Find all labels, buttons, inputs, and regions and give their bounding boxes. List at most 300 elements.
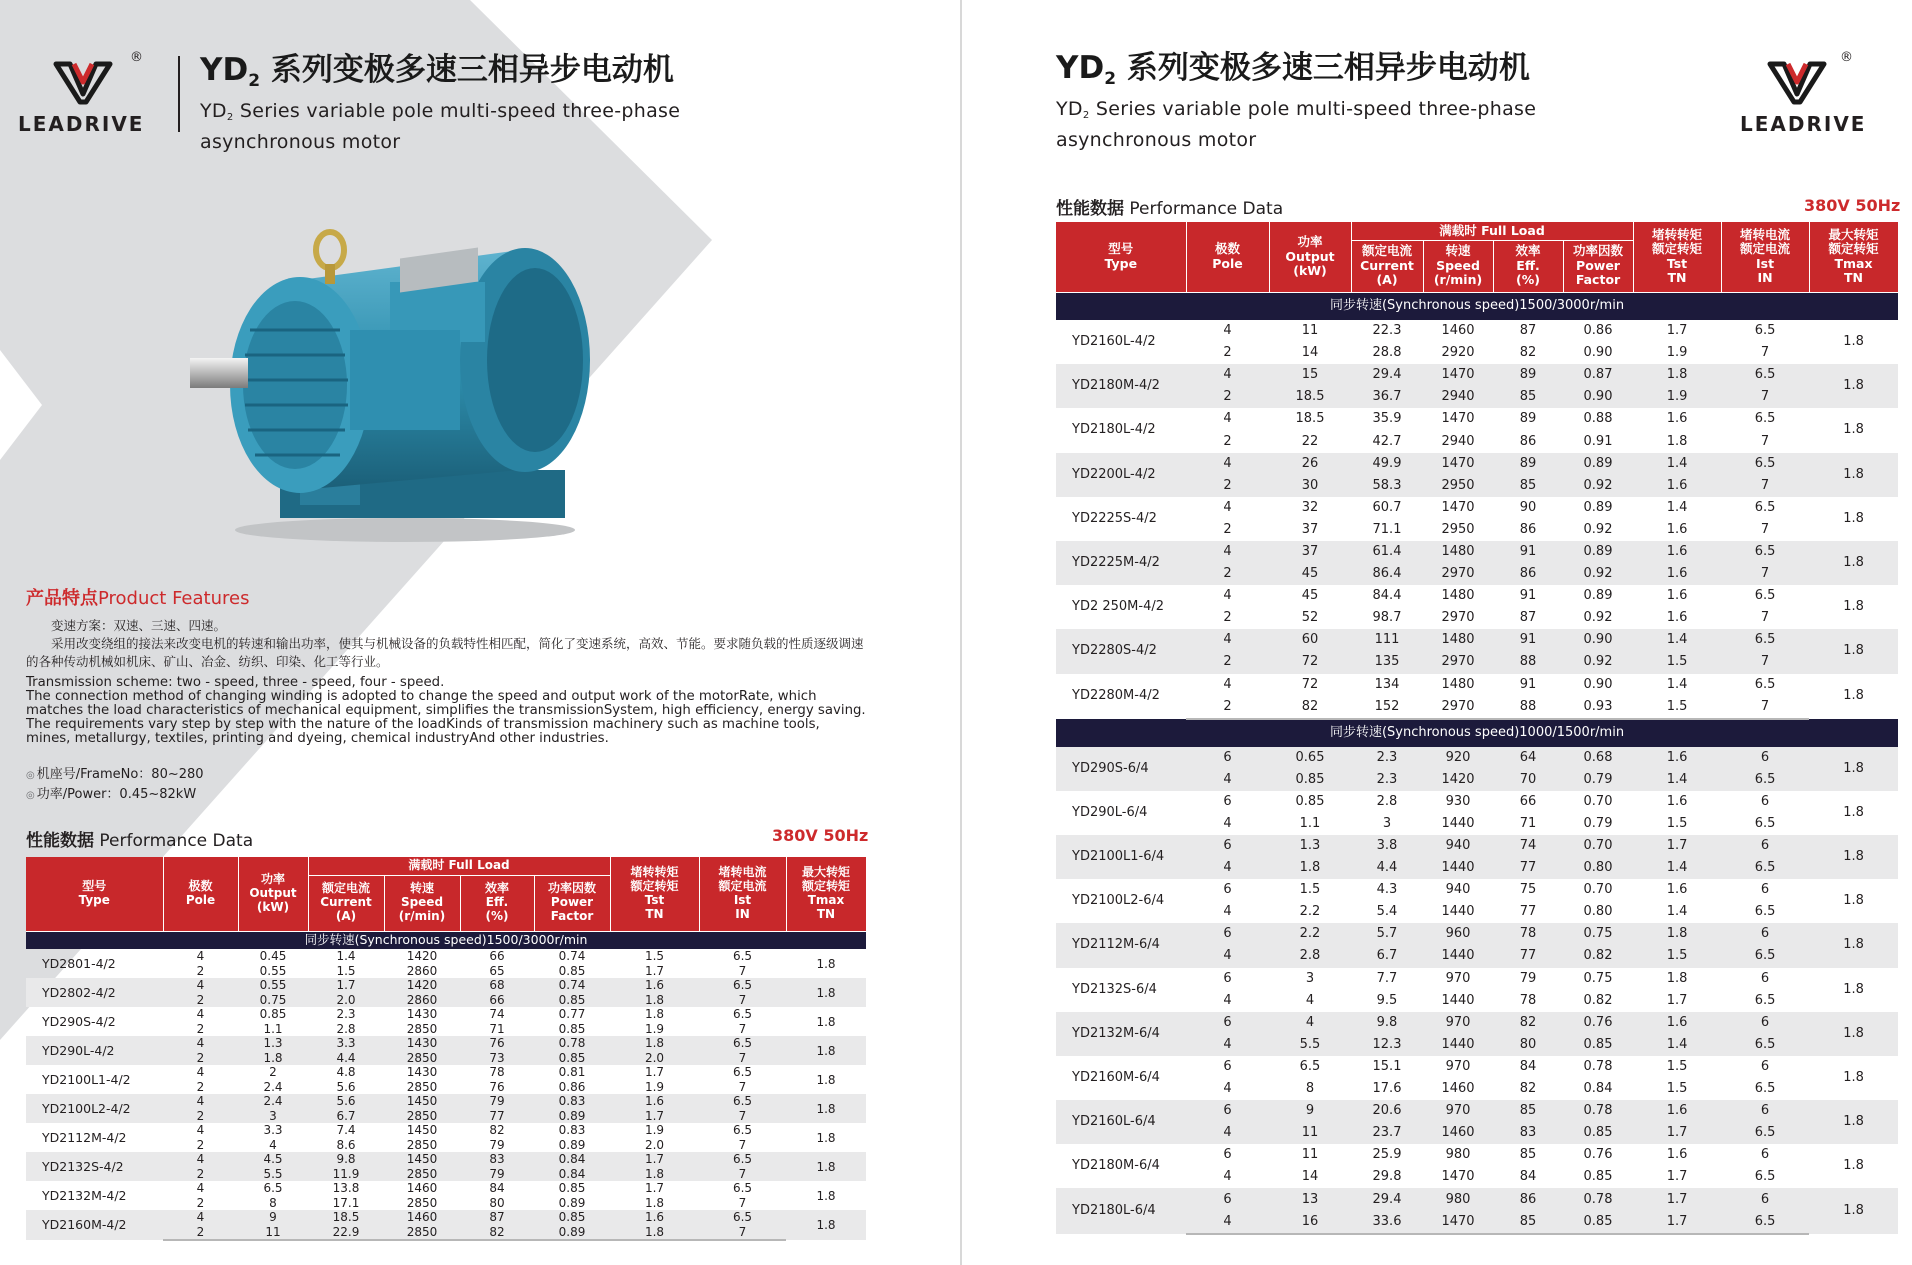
value-cell: 6.5 [1754, 1169, 1776, 1185]
value-cell: 86 [1519, 521, 1537, 537]
value-cell: 86 [1493, 563, 1563, 585]
value-cell: 4 [269, 1137, 277, 1152]
value-cell: 1.4 [1633, 769, 1721, 791]
value-cell: 6 [1721, 1100, 1809, 1122]
value-cell: 1.6 [610, 978, 699, 993]
value-cell: 77 [1493, 857, 1563, 879]
value-cell: 52 [1301, 610, 1319, 626]
value-cell: 9.8 [1351, 1012, 1423, 1034]
value-cell: 1.9 [644, 1079, 665, 1094]
r-header-tst: 堵转转矩 额定转矩 Tst TN [1633, 222, 1721, 292]
value-cell: 2850 [406, 1137, 438, 1152]
value-cell: 2950 [1441, 521, 1475, 537]
value-cell: 6 [1186, 1188, 1269, 1210]
value-cell: 1.5 [1666, 1058, 1688, 1074]
value-cell: 78 [1493, 923, 1563, 945]
value-cell: 1460 [1423, 1122, 1493, 1144]
value-cell: 80 [489, 1195, 505, 1210]
value-cell: 1.8 [610, 1225, 699, 1240]
value-cell: 7 [1760, 433, 1770, 449]
model-cell: YD2 250M-4/2 [1072, 599, 1164, 615]
model-cell: YD2160M-6/4 [1072, 1070, 1160, 1085]
value-cell: 6.5 [1754, 323, 1776, 339]
value-cell: 6.5 [1721, 769, 1809, 791]
value-cell: 91 [1519, 588, 1537, 604]
value-cell: 45 [1269, 563, 1351, 585]
header-current: 额定电流 Current (A) [308, 875, 384, 931]
value-cell: 0.85 [1563, 1034, 1633, 1056]
value-cell: 86 [1519, 433, 1537, 449]
value-cell: 6.5 [1754, 1081, 1776, 1097]
value-cell: 85 [1493, 1100, 1563, 1122]
value-cell: 17.1 [332, 1195, 360, 1210]
value-cell: 9 [1269, 1100, 1351, 1122]
title-en-line2: asynchronous motor [200, 131, 401, 153]
sync-speed-band [1056, 719, 1898, 747]
value-cell: 22.3 [1372, 323, 1402, 339]
model-cell: YD290S-6/4 [1056, 747, 1186, 791]
value-cell: 13 [1269, 1188, 1351, 1210]
value-cell: 0.89 [1563, 453, 1633, 475]
value-cell: 7 [699, 993, 786, 1008]
tmax-cell: 1.8 [1809, 1188, 1898, 1233]
left-frequency: 380V 50Hz [772, 826, 869, 845]
value-cell: 6.7 [308, 1109, 384, 1124]
value-cell: 0.85 [534, 1051, 610, 1066]
value-cell: 930 [1445, 793, 1471, 809]
table-row [1056, 1056, 1898, 1078]
value-cell: 0.93 [1563, 696, 1633, 719]
value-cell: 4 [196, 949, 205, 964]
value-cell: 6.5 [732, 1065, 753, 1080]
value-cell: 2850 [406, 1195, 438, 1210]
value-cell: 2940 [1423, 386, 1493, 408]
value-cell: 7.7 [1376, 970, 1398, 986]
tmax-cell: 1.8 [786, 1210, 866, 1240]
value-cell: 2860 [406, 963, 438, 978]
value-cell: 980 [1423, 1188, 1493, 1210]
model-cell: YD2180M-6/4 [1072, 1158, 1160, 1174]
value-cell: 6 [1721, 747, 1809, 769]
tmax-cell: 1.8 [1809, 364, 1898, 408]
value-cell: 20.6 [1351, 1100, 1423, 1122]
value-cell: 7 [699, 1109, 786, 1124]
value-cell: 4 [1223, 1081, 1232, 1097]
value-cell: 1.6 [610, 1210, 699, 1225]
value-cell: 6 [1721, 923, 1809, 945]
value-cell: 65 [489, 963, 505, 978]
logo-mark-icon [52, 56, 114, 106]
value-cell: 7 [1760, 521, 1770, 537]
value-cell: 1.8 [1633, 364, 1721, 386]
value-cell: 1.7 [610, 1109, 699, 1124]
value-cell: 4 [1305, 992, 1315, 1008]
value-cell: 1430 [406, 1007, 438, 1022]
value-cell: 970 [1423, 1100, 1493, 1122]
value-cell: 0.76 [1563, 1012, 1633, 1034]
value-cell: 6.5 [1721, 629, 1809, 651]
model-cell: YD2180L-6/4 [1056, 1188, 1186, 1233]
table-row [1056, 1012, 1898, 1034]
sync-speed-label: 同步转速(Synchronous speed)1500/3000r/min [1056, 292, 1898, 320]
value-cell: 2 [163, 1225, 238, 1240]
value-cell: 1.8 [1633, 923, 1721, 945]
value-cell: 1.4 [1633, 1034, 1721, 1056]
value-cell: 58.3 [1351, 475, 1423, 497]
value-cell: 0.87 [1563, 364, 1633, 386]
value-cell: 23.7 [1351, 1122, 1423, 1144]
right-title [1056, 50, 1536, 152]
value-cell: 1420 [384, 978, 460, 993]
value-cell: 2970 [1423, 696, 1493, 719]
value-cell: 4 [1223, 588, 1232, 604]
value-cell: 8 [1305, 1081, 1315, 1097]
value-cell: 6 [1223, 1058, 1232, 1074]
table-row [1056, 320, 1898, 342]
value-cell: 2 [1223, 345, 1232, 361]
model-cell: YD2132M-6/4 [1056, 1012, 1186, 1056]
value-cell: 0.85 [558, 1021, 586, 1036]
value-cell: 4 [1223, 815, 1232, 831]
sync-speed-band [26, 931, 866, 949]
value-cell: 1460 [1441, 323, 1475, 339]
value-cell: 2850 [406, 1079, 438, 1094]
value-cell: 152 [1351, 696, 1423, 719]
value-cell: 6 [1186, 747, 1269, 769]
value-cell: 84 [1519, 1169, 1537, 1185]
value-cell: 78 [489, 1065, 505, 1080]
table-row [1056, 879, 1898, 901]
value-cell: 2.8 [336, 1021, 356, 1036]
value-cell: 37 [1301, 521, 1319, 537]
value-cell: 82 [1269, 696, 1351, 719]
value-cell: 79 [460, 1167, 534, 1182]
value-cell: 1.7 [1633, 1211, 1721, 1234]
header-tmax: 最大转矩 额定转矩 Tmax TN [786, 857, 866, 931]
tmax-cell: 1.8 [1843, 334, 1864, 350]
value-cell: 29.8 [1372, 1169, 1402, 1185]
table-row [1056, 408, 1898, 430]
value-cell: 0.85 [1295, 793, 1325, 809]
value-cell: 1.6 [1666, 588, 1688, 604]
value-cell: 7 [738, 963, 747, 978]
value-cell: 2850 [384, 1051, 460, 1066]
value-cell: 33.6 [1351, 1211, 1423, 1234]
value-cell: 2 [196, 1137, 205, 1152]
value-cell: 14 [1301, 1169, 1319, 1185]
tmax-cell: 1.8 [786, 1036, 866, 1065]
value-cell: 77 [1519, 904, 1537, 920]
value-cell: 1.7 [1666, 323, 1688, 339]
value-cell: 7 [738, 1079, 747, 1094]
table-row [1056, 1100, 1898, 1122]
value-cell: 1.5 [1633, 696, 1721, 719]
brand-logo [18, 50, 168, 140]
value-cell: 29.4 [1351, 364, 1423, 386]
value-cell: 4.4 [308, 1051, 384, 1066]
value-cell: 970 [1423, 1012, 1493, 1034]
value-cell: 0.82 [1563, 945, 1633, 967]
value-cell: 1480 [1441, 588, 1475, 604]
model-cell: YD2160M-4/2 [26, 1210, 163, 1240]
value-cell: 4 [163, 1036, 238, 1051]
table-row [26, 1094, 866, 1109]
value-cell: 7 [699, 1225, 786, 1240]
value-cell: 1.7 [644, 1065, 665, 1080]
value-cell: 7 [1760, 610, 1770, 626]
table-row [26, 1065, 866, 1080]
value-cell: 2.4 [263, 1079, 283, 1094]
value-cell: 0.65 [1269, 747, 1351, 769]
value-cell: 1420 [406, 949, 438, 964]
value-cell: 4.3 [1376, 882, 1398, 898]
value-cell: 7 [699, 1051, 786, 1066]
value-cell: 85 [1493, 475, 1563, 497]
value-cell: 25.9 [1372, 1147, 1402, 1163]
brand-name: LEADRIVE [18, 112, 145, 136]
value-cell: 2 [269, 1065, 277, 1080]
model-cell: YD2160L-4/2 [1072, 334, 1156, 350]
value-cell: 4 [196, 1007, 205, 1022]
value-cell: 6.5 [1721, 857, 1809, 879]
value-cell: 940 [1423, 835, 1493, 857]
title-en-right-line2: asynchronous motor [1056, 129, 1257, 151]
value-cell: 71.1 [1372, 521, 1402, 537]
registered-mark: ® [130, 50, 143, 65]
value-cell: 0.90 [1563, 386, 1633, 408]
right-performance-heading: 性能数据 Performance Data [1056, 199, 1284, 219]
value-cell: 5.6 [308, 1094, 384, 1109]
value-cell: 1460 [384, 1210, 460, 1225]
value-cell: 4 [196, 1065, 205, 1080]
value-cell: 49.9 [1351, 453, 1423, 475]
model-cell: YD2160L-6/4 [1056, 1100, 1186, 1144]
value-cell: 70 [1493, 769, 1563, 791]
tmax-cell: 1.8 [1809, 835, 1898, 879]
table-row [26, 1123, 866, 1138]
value-cell: 1.7 [1633, 1188, 1721, 1210]
value-cell: 1440 [1441, 992, 1475, 1008]
value-cell: 6 [1721, 1188, 1809, 1210]
value-cell: 1480 [1423, 541, 1493, 563]
value-cell: 1450 [406, 1123, 438, 1138]
value-cell: 7 [1721, 696, 1809, 719]
value-cell: 86 [1493, 1188, 1563, 1210]
model-cell: YD2132M-4/2 [42, 1187, 127, 1203]
table-row [26, 978, 866, 993]
value-cell: 0.92 [1583, 610, 1613, 626]
value-cell: 75 [1519, 882, 1537, 898]
value-cell: 2.2 [1269, 923, 1351, 945]
header-pf: 功率因数 Power Factor [534, 875, 610, 931]
model-cell: YD2802-4/2 [26, 978, 163, 1007]
value-cell: 6 [1760, 1058, 1770, 1074]
value-cell: 4 [1186, 857, 1269, 879]
value-cell: 0.83 [534, 1094, 610, 1109]
tmax-cell: 1.8 [1843, 1070, 1864, 1085]
header-speed: 转速 Speed (r/min) [384, 875, 460, 931]
value-cell: 1480 [1441, 676, 1475, 692]
right-frequency: 380V 50Hz [1804, 196, 1901, 215]
value-cell: 9 [238, 1210, 308, 1225]
model-cell: YD2112M-4/2 [42, 1129, 127, 1145]
value-cell: 1.9 [644, 1123, 665, 1138]
table-row [1056, 968, 1898, 990]
frame-range: ◎ 机座号/FrameNo：80~280 [26, 765, 204, 785]
tmax-cell: 1.8 [816, 1014, 836, 1029]
value-cell: 98.7 [1372, 610, 1402, 626]
value-cell: 2.0 [610, 1051, 699, 1066]
header-full-load: 满载时 Full Load [308, 857, 610, 875]
value-cell: 0.70 [1583, 882, 1613, 898]
value-cell: 2 [1186, 475, 1269, 497]
value-cell: 1420 [1423, 769, 1493, 791]
value-cell: 1470 [1423, 1211, 1493, 1234]
value-cell: 2 [1186, 386, 1269, 408]
value-cell: 920 [1423, 747, 1493, 769]
model-cell: YD2180L-4/2 [1072, 422, 1156, 438]
value-cell: 77 [1493, 945, 1563, 967]
value-cell: 0.89 [1563, 541, 1633, 563]
value-cell: 87 [460, 1210, 534, 1225]
tmax-cell: 1.8 [1843, 599, 1864, 615]
value-cell: 85 [1519, 1147, 1537, 1163]
value-cell: 4 [163, 1094, 238, 1109]
value-cell: 1430 [384, 1036, 460, 1051]
model-cell: YD2225M-4/2 [1056, 541, 1186, 585]
table-row [26, 1007, 866, 1022]
value-cell: 14 [1301, 345, 1319, 361]
value-cell: 7 [1721, 651, 1809, 673]
value-cell: 18.5 [308, 1210, 384, 1225]
value-cell: 0.89 [534, 1225, 610, 1240]
value-cell: 8.6 [336, 1137, 356, 1152]
value-cell: 1.5 [1299, 882, 1321, 898]
value-cell: 12.3 [1351, 1034, 1423, 1056]
value-cell: 4 [1186, 1034, 1269, 1056]
title-en-right-line1: YD2 Series variable pole multi-speed three-phase [1056, 98, 1537, 121]
value-cell: 0.89 [1583, 499, 1613, 515]
right-performance-table [1056, 222, 1899, 1235]
value-cell: 2 [163, 1051, 238, 1066]
power-range: ◎ 功率/Power：0.45~82kW [26, 785, 204, 805]
value-cell: 4 [163, 1210, 238, 1225]
value-cell: 4 [1186, 1211, 1269, 1234]
table-row [26, 949, 866, 964]
table-row [1056, 674, 1898, 696]
value-cell: 6 [1760, 1147, 1770, 1163]
right-page [956, 0, 1912, 1265]
value-cell: 970 [1445, 970, 1471, 986]
value-cell: 2 [163, 1167, 238, 1182]
value-cell: 0.75 [238, 993, 308, 1008]
value-cell: 89 [1519, 411, 1537, 427]
value-cell: 13.8 [332, 1181, 360, 1196]
r-header-pole: 极数 Pole [1186, 222, 1269, 292]
value-cell: 4 [1223, 499, 1232, 515]
value-cell: 15 [1269, 364, 1351, 386]
value-cell: 2.0 [308, 993, 384, 1008]
value-cell: 0.79 [1583, 815, 1613, 831]
value-cell: 1.8 [644, 1007, 665, 1022]
value-cell: 68 [460, 978, 534, 993]
value-cell: 0.78 [534, 1036, 610, 1051]
value-cell: 1.5 [644, 949, 665, 964]
value-cell: 1460 [406, 1181, 438, 1196]
value-cell: 6.5 [699, 1152, 786, 1167]
value-cell: 37 [1269, 541, 1351, 563]
value-cell: 18.5 [1269, 386, 1351, 408]
value-cell: 1.4 [1633, 453, 1721, 475]
value-cell: 87 [1519, 323, 1537, 339]
value-cell: 0.78 [1563, 1100, 1633, 1122]
value-cell: 6 [1223, 793, 1232, 809]
value-cell: 1.5 [1666, 815, 1688, 831]
table-row [1056, 1144, 1898, 1166]
value-cell: 4 [1186, 453, 1269, 475]
value-cell: 6.5 [699, 1036, 786, 1051]
r-header-pf: 功率因数 Power Factor [1563, 240, 1633, 292]
value-cell: 1470 [1441, 1169, 1475, 1185]
value-cell: 1.8 [610, 993, 699, 1008]
value-cell: 1440 [1423, 1034, 1493, 1056]
registered-mark-right: ® [1840, 50, 1853, 65]
model-cell: YD290S-4/2 [42, 1013, 116, 1029]
value-cell: 2950 [1423, 475, 1493, 497]
tmax-cell: 1.8 [1809, 629, 1898, 673]
r-header-type: 型号 Type [1056, 222, 1186, 292]
value-cell: 0.85 [558, 1181, 586, 1196]
model-cell: YD2280S-4/2 [1056, 629, 1186, 673]
value-cell: 1460 [1441, 1081, 1475, 1097]
value-cell: 6.5 [699, 978, 786, 993]
tmax-cell: 1.8 [1843, 422, 1864, 438]
value-cell: 2.3 [1351, 769, 1423, 791]
header-ist: 堵转电流 额定电流 Ist IN [699, 857, 786, 931]
value-cell: 0.86 [558, 1079, 586, 1094]
value-cell: 1.6 [1633, 541, 1721, 563]
value-cell: 22.9 [308, 1225, 384, 1240]
value-cell: 0.85 [1563, 1122, 1633, 1144]
value-cell: 82 [489, 1123, 505, 1138]
value-cell: 17.6 [1372, 1081, 1402, 1097]
value-cell: 4.5 [238, 1152, 308, 1167]
table-row [26, 1181, 866, 1196]
value-cell: 0.78 [1583, 1058, 1613, 1074]
value-cell: 1450 [384, 1094, 460, 1109]
value-cell: 0.89 [1583, 588, 1613, 604]
value-cell: 7 [699, 1167, 786, 1182]
value-cell: 2 [1223, 610, 1232, 626]
value-cell: 1.5 [336, 963, 356, 978]
value-cell: 7 [1721, 563, 1809, 585]
value-cell: 2 [1186, 563, 1269, 585]
features-cn: 变速方案：双速、三速、四速。 采用改变绕组的接法来改变电机的转速和输出功率，使其与机械设备的负载特性相匹配，简化了变速系统，高效、节能。要求随负载的性质逐级调速的各种传动机械如机床、矿山、冶金、纺织、印染、化工等行业。 [26, 618, 864, 669]
value-cell: 3 [238, 1109, 308, 1124]
tmax-cell: 1.8 [1843, 893, 1864, 909]
value-cell: 90 [1519, 499, 1537, 515]
value-cell: 3 [1382, 815, 1392, 831]
value-cell: 1.4 [1666, 499, 1688, 515]
value-cell: 6.5 [1754, 815, 1776, 831]
value-cell: 82 [1519, 345, 1537, 361]
r-header-current: 额定电流 Current (A) [1351, 240, 1423, 292]
value-cell: 6.5 [1754, 411, 1776, 427]
value-cell: 0.90 [1583, 676, 1613, 692]
value-cell: 1.8 [1666, 433, 1688, 449]
value-cell: 4 [1223, 1169, 1232, 1185]
value-cell: 66 [460, 993, 534, 1008]
